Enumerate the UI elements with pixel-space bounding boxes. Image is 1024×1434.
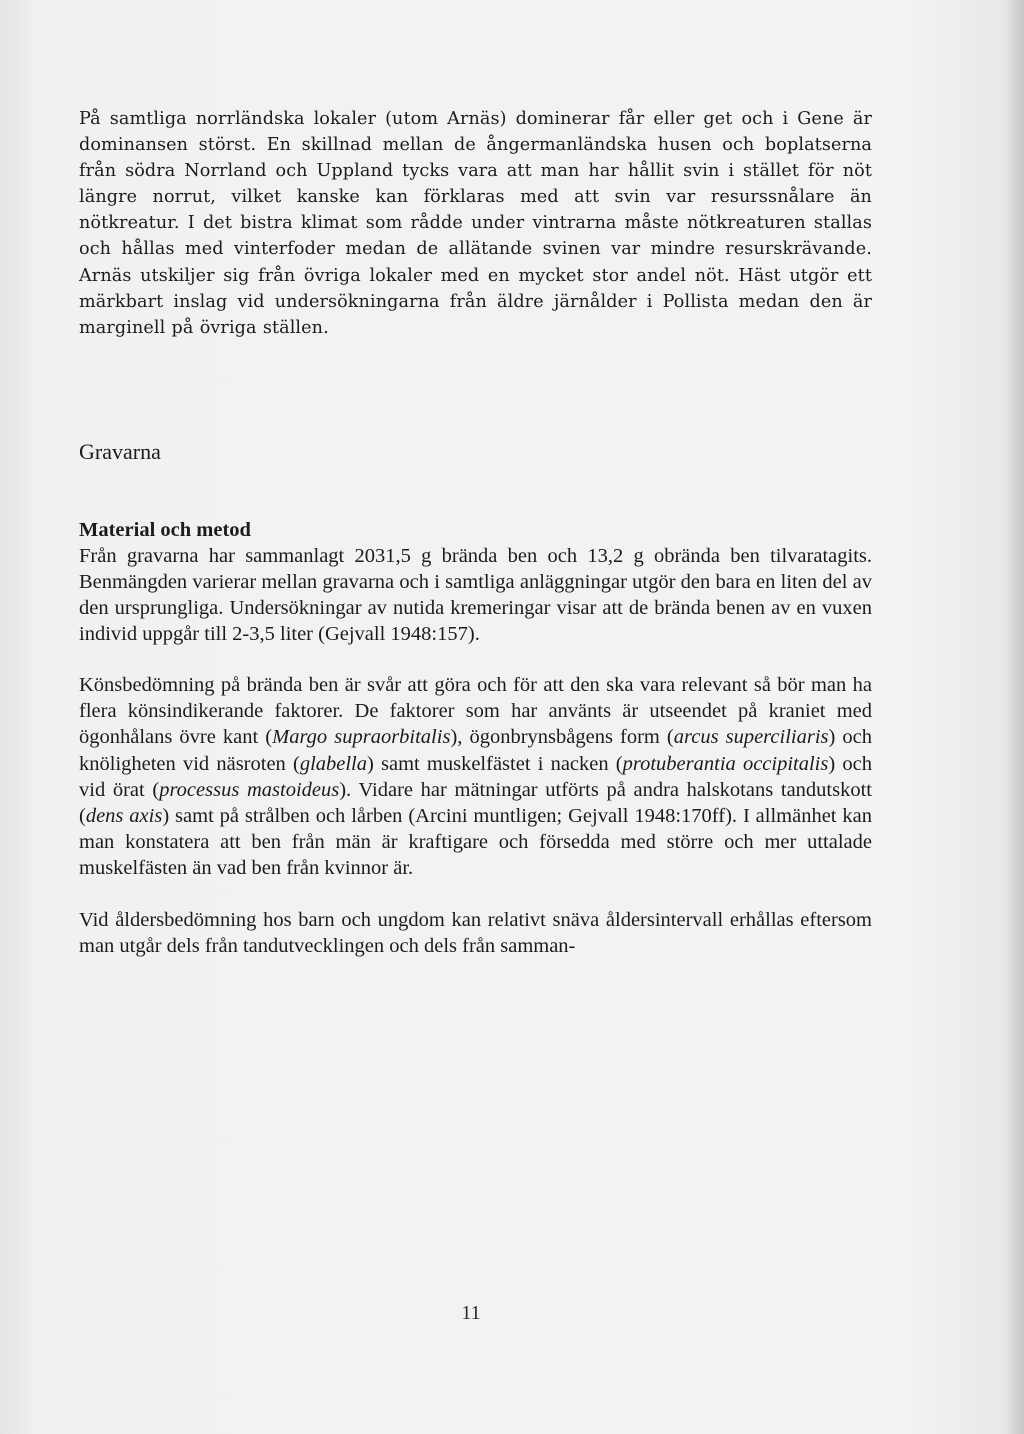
latin-term: dens axis [85, 804, 163, 827]
latin-term: glabella [299, 752, 367, 775]
heading-gravarna: Gravarna [79, 438, 161, 464]
paragraph-material: Från gravarna har sammanlagt 2031,5 g brända ben och 13,2 g obrända ben tilvaratagits. Benmängden varierar mellan gravarna och i samtliga anläggningar utgör den bara en liten del av den ursprungliga. Undersökningar av nutida kremeringar visar att de brända benen av en vuxen individ uppgår till 2-3,5 liter (Gejvall 1948:157). [79, 544, 872, 646]
text-segment: ). Vidare har mätningar utförts på andra halskotans tandutskott ( [79, 778, 872, 827]
scan-edge-shadow [1006, 0, 1024, 1434]
heading-material-och-metod: Material och metod [79, 518, 251, 541]
latin-term: arcus superciliaris [673, 726, 829, 749]
text-segment: ) och vid örat ( [79, 752, 872, 801]
page-content [79, 106, 872, 959]
text-segment: ) samt muskelfästet i nacken ( [367, 752, 623, 775]
latin-term: protuberantia occipitalis [622, 752, 829, 775]
text-segment: Könsbedömning på brända ben är svår att göra och för att den ska vara relevant så bör man ha flera könsindikerande faktorer. De faktorer som har använts är utseendet på kraniet med ögonhålans övre kant ( [79, 674, 872, 749]
text-segment: ) samt på strålben och lårben (Arcini muntligen; Gejvall 1948:170ff). I allmänhet kan man konstatera att ben från män är kraftigare och försedda med större och mer uttalade muskelfästen än vad ben från kvinnor är. [79, 804, 872, 879]
latin-term: Margo supraorbitalis [272, 726, 451, 749]
page-number: 11 [461, 1302, 481, 1324]
latin-term: processus mastoideus [159, 778, 340, 801]
paragraph-konsbedomning [79, 672, 872, 881]
text-segment: ) och knöligheten vid näsroten ( [79, 726, 872, 775]
paragraph-intro: På samtliga norrländska lokaler (utom Arnäs) dominerar får eller get och i Gene är dominansen störst. En skillnad mellan de ångermanländska husen och boplatserna från södra Norrland och Uppland tycks vara att man har hållit svin i stället för nöt längre norrut, vilket kanske kan förklaras med att svin var resurssnålare än nötkreatur. I det bistra klimat som rådde under vintrarna måste nötkreaturen stallas och hållas med vinterfoder medan de allätande svinen var mindre resurskrävande. Arnäs utskiljer sig från övriga lokaler med en mycket stor andel nöt. Häst utgör ett märkbart inslag vid undersökningarna från äldre järnålder i Pollista medan den är marginell på övriga ställen. [79, 109, 872, 338]
paragraph-aldersbedomning: Vid åldersbedömning hos barn och ungdom kan relativt snäva åldersintervall erhållas eftersom man utgår dels från tandutvecklingen och dels från samman- [79, 908, 872, 958]
text-segment: ), ögonbrynsbågens form ( [450, 726, 674, 749]
